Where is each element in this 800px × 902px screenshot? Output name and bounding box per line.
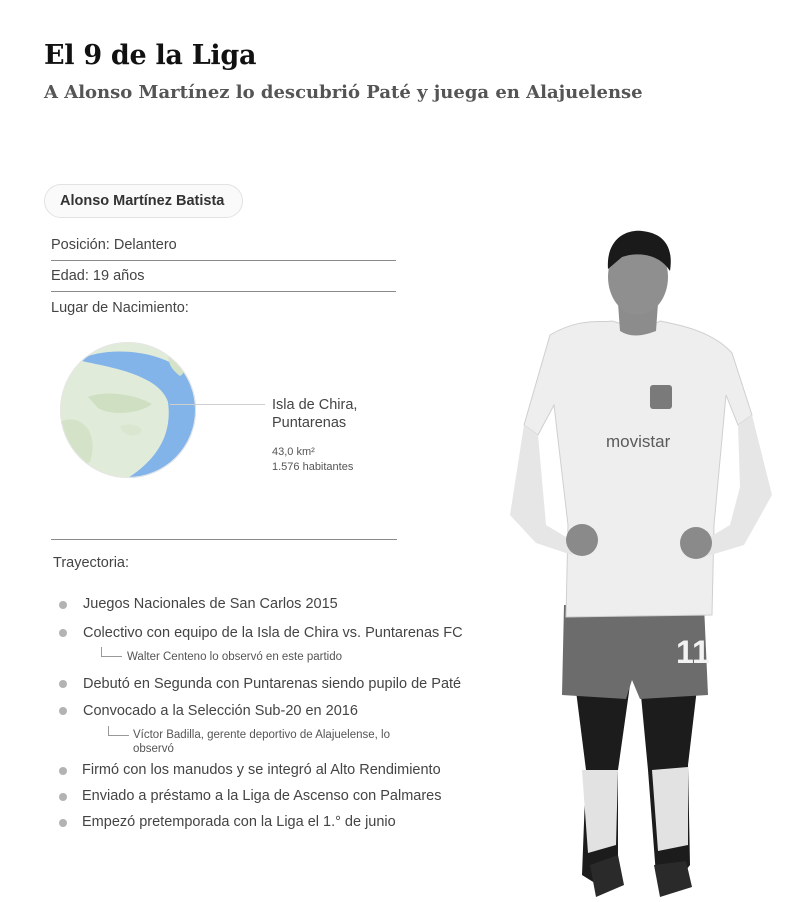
map-leader-line [170,404,265,405]
age-field: Edad: 19 años [51,268,145,284]
bullet-icon [59,793,67,801]
divider [51,291,396,292]
divider [51,539,397,540]
shorts-number: 11 [676,634,710,670]
trajectory-item: Empezó pretemporada con la Liga el 1.° de junio [82,814,396,830]
note-connector [108,726,129,736]
trajectory-item: Juegos Nacionales de San Carlos 2015 [83,596,338,612]
trajectory-note [133,728,390,756]
trajectory-note-line: observó [133,743,174,755]
trajectory-heading: Trayectoria: [53,555,130,571]
trajectory-note-line: Víctor Badilla, gerente deportivo de Alajuelense, lo [133,729,390,741]
bullet-icon [59,707,67,715]
jersey-sponsor: movistar [606,432,671,451]
birthplace-stats [272,445,353,475]
player-jersey [524,321,752,617]
player-right-hand [680,527,712,559]
birthplace-name [272,396,357,432]
bullet-icon [59,819,67,827]
birthplace-line2: Puntarenas [272,415,347,431]
club-crest-icon [650,385,672,409]
player-left-hand [566,524,598,556]
trajectory-note: Walter Centeno lo observó en este partido [127,651,343,663]
trajectory-item: Convocado a la Selección Sub-20 en 2016 [83,703,358,719]
birthplace-population: 1.576 habitantes [272,461,354,473]
bullet-icon [59,601,67,609]
trajectory-item: Enviado a préstamo a la Liga de Ascenso con Palmares [82,788,442,804]
birthplace-line1: Isla de Chira, [272,397,358,413]
trajectory-item: Colectivo con equipo de la Isla de Chira vs. Puntarenas FC [83,625,463,641]
player-legs [574,675,698,897]
bullet-icon [59,680,67,688]
birthplace-area: 43,0 km² [272,446,315,458]
bullet-icon [59,767,67,775]
trajectory-item: Debutó en Segunda con Puntarenas siendo pupilo de Paté [83,676,462,692]
page-subtitle: A Alonso Martínez lo descubrió Paté y juega en Alajuelense [44,82,643,103]
birthplace-map [60,342,196,478]
player-name-badge [44,184,243,218]
player-name: Alonso Martínez Batista [60,193,225,209]
divider [51,260,396,261]
trajectory-item: Firmó con los manudos y se integró al Alto Rendimiento [82,762,441,778]
player-photo [490,225,780,902]
position-field: Posición: Delantero [51,237,177,253]
bullet-icon [59,629,67,637]
page-title: El 9 de la Liga [44,40,257,71]
birthplace-label: Lugar de Nacimiento: [51,300,189,316]
note-connector [101,647,122,657]
